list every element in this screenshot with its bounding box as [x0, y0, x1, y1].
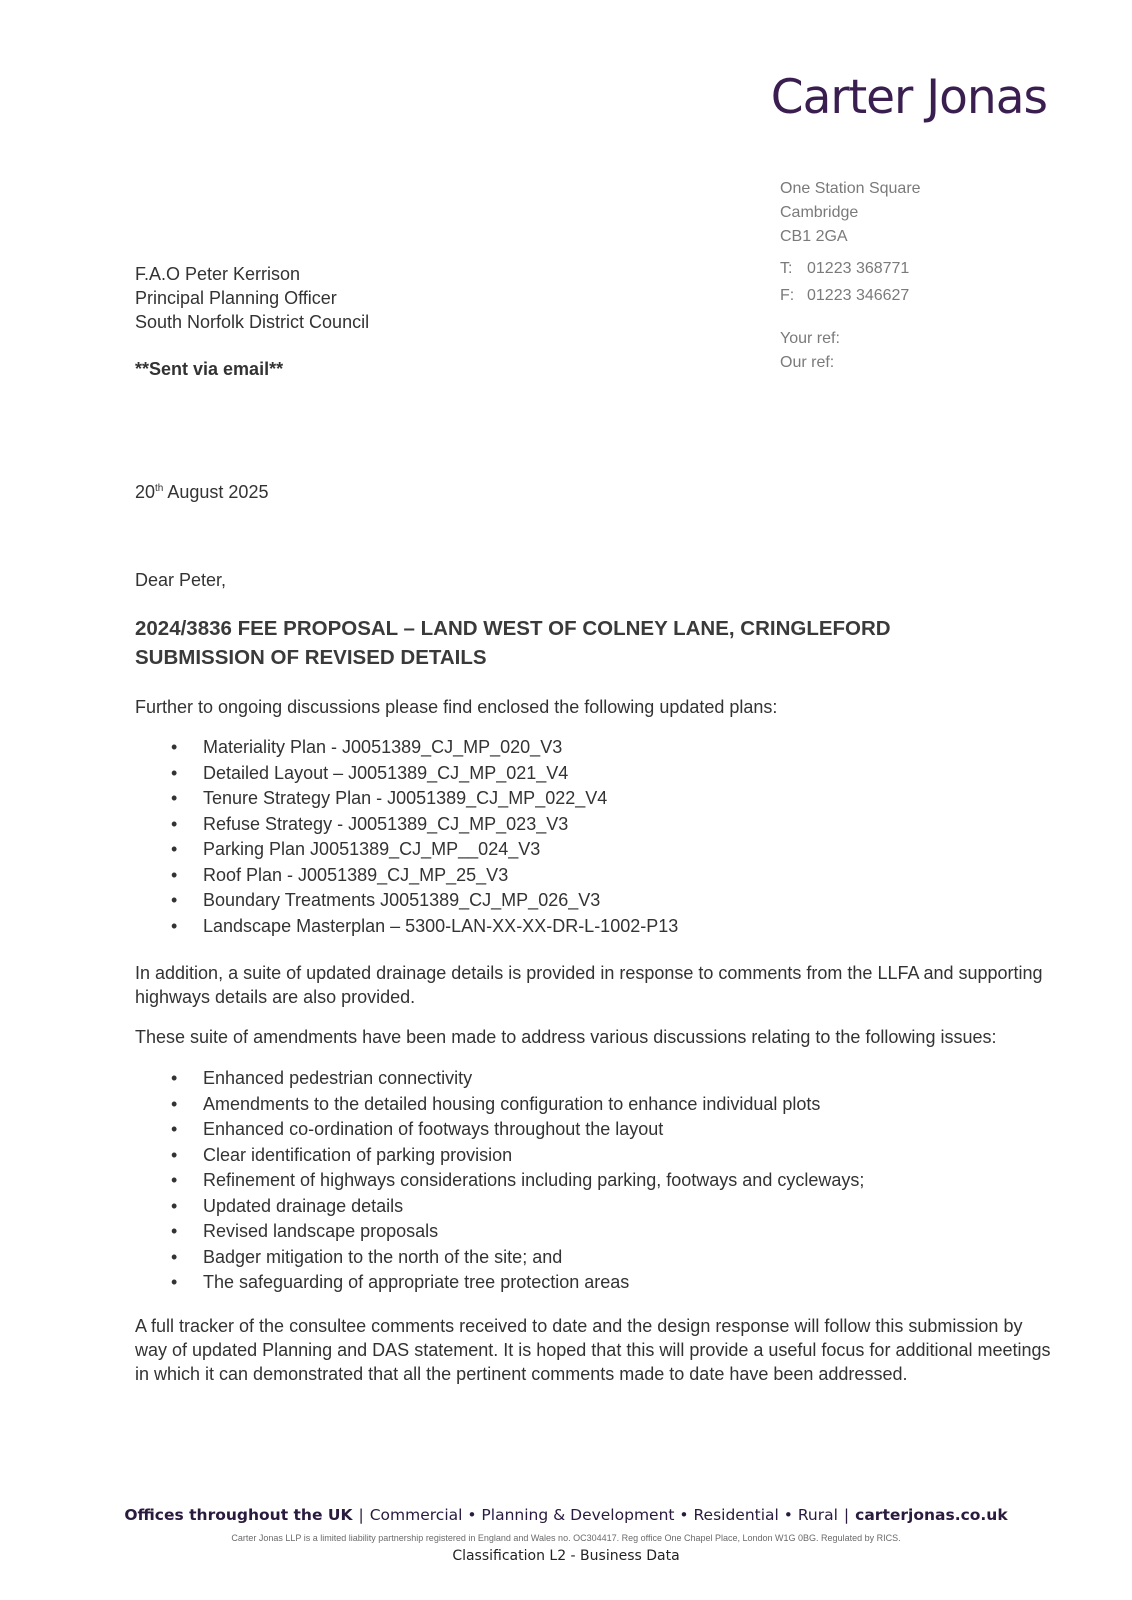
list-item: • Landscape Masterplan – 5300-LAN-XX-XX-DR-L-1002-P13: [135, 914, 678, 940]
list-item: • Enhanced pedestrian connectivity: [135, 1066, 864, 1092]
sender-fax: [780, 284, 909, 308]
telephone-label: T:: [780, 260, 793, 277]
letter-date: [135, 482, 268, 503]
list-item: • Revised landscape proposals: [135, 1219, 864, 1245]
footer-website-link[interactable]: carterjonas.co.uk: [855, 1506, 1008, 1524]
issues-intro-paragraph: These suite of amendments have been made to address various discussions relating to the following issues:: [135, 1027, 997, 1047]
list-item: • Refinement of highways considerations including parking, footways and cycleways;: [135, 1168, 864, 1194]
sender-telephone: [780, 257, 909, 281]
fax-label: F:: [780, 287, 795, 304]
footer-services: Commercial • Planning & Development • Residential • Rural: [369, 1506, 838, 1524]
heading-line2: SUBMISSION OF REVISED DETAILS: [135, 646, 487, 669]
intro-paragraph: Further to ongoing discussions please find enclosed the following updated plans:: [135, 697, 778, 717]
sender-address-line1: One Station Square: [780, 180, 921, 197]
recipient-title: Principal Planning Officer: [135, 288, 337, 308]
classification-label: Classification L2 - Business Data: [452, 1548, 680, 1564]
footer-strapline: [0, 1506, 1132, 1524]
company-logo: Carter Jonas: [770, 70, 1047, 125]
list-item: • Tenure Strategy Plan - J0051389_CJ_MP_022_V4: [135, 786, 678, 812]
footer-offices: Offices throughout the UK: [124, 1506, 353, 1524]
sender-address-line2: Cambridge: [780, 204, 859, 221]
list-item: • Updated drainage details: [135, 1194, 864, 1220]
list-item: • Parking Plan J0051389_CJ_MP__024_V3: [135, 837, 678, 863]
drainage-paragraph: In addition, a suite of updated drainage details is provided in response to comments from the LLFA and supporting highways details are also provided.: [135, 963, 1043, 1007]
list-item: • Clear identification of parking provision: [135, 1143, 864, 1169]
list-item: • Amendments to the detailed housing configuration to enhance individual plots: [135, 1092, 864, 1118]
list-item: • Enhanced co-ordination of footways throughout the layout: [135, 1117, 864, 1143]
sender-address-postcode: CB1 2GA: [780, 228, 848, 245]
recipient-block: [135, 262, 369, 334]
salutation: Dear Peter,: [135, 570, 227, 590]
date-month-year: August 2025: [163, 482, 269, 502]
list-item: • Detailed Layout – J0051389_CJ_MP_021_V4: [135, 761, 678, 787]
letter-heading: [135, 614, 891, 672]
list-item: • Boundary Treatments J0051389_CJ_MP_026_V3: [135, 888, 678, 914]
list-item: • Refuse Strategy - J0051389_CJ_MP_023_V3: [135, 812, 678, 838]
footer-legal-notice: Carter Jonas LLP is a limited liability partnership registered in England and Wales no. OC304417. Reg office One Chapel Place, London W1G 0BG. Regulated by RICS.: [231, 1533, 901, 1543]
recipient-name: F.A.O Peter Kerrison: [135, 264, 301, 284]
list-item: • Materiality Plan - J0051389_CJ_MP_020_V3: [135, 735, 678, 761]
list-item: • The safeguarding of appropriate tree protection areas: [135, 1270, 864, 1296]
footer-separator: |: [358, 1506, 364, 1524]
fax-number: 01223 346627: [807, 287, 910, 304]
heading-line1: 2024/3836 FEE PROPOSAL – LAND WEST OF COLNEY LANE, CRINGLEFORD: [135, 617, 891, 640]
date-day: 20: [135, 482, 156, 502]
recipient-organisation: South Norfolk District Council: [135, 312, 370, 332]
plans-list: [135, 735, 678, 939]
telephone-number: 01223 368771: [807, 260, 910, 277]
our-ref-label: Our ref:: [780, 354, 835, 371]
date-suffix: th: [155, 483, 164, 494]
closing-paragraph: A full tracker of the consultee comments received to date and the design response will follow this submission by way of updated Planning and DAS statement. It is hoped that this will provide a useful focus for additional meetings in which it can demonstrated that all the pertinent comments made to date have been addressed.: [135, 1316, 1051, 1384]
delivery-note: **Sent via email**: [135, 359, 284, 379]
list-item: • Roof Plan - J0051389_CJ_MP_25_V3: [135, 863, 678, 889]
your-ref-label: Your ref:: [780, 330, 840, 347]
issues-list: [135, 1066, 864, 1296]
footer-separator: |: [843, 1506, 850, 1524]
list-item: • Badger mitigation to the north of the site; and: [135, 1245, 864, 1271]
